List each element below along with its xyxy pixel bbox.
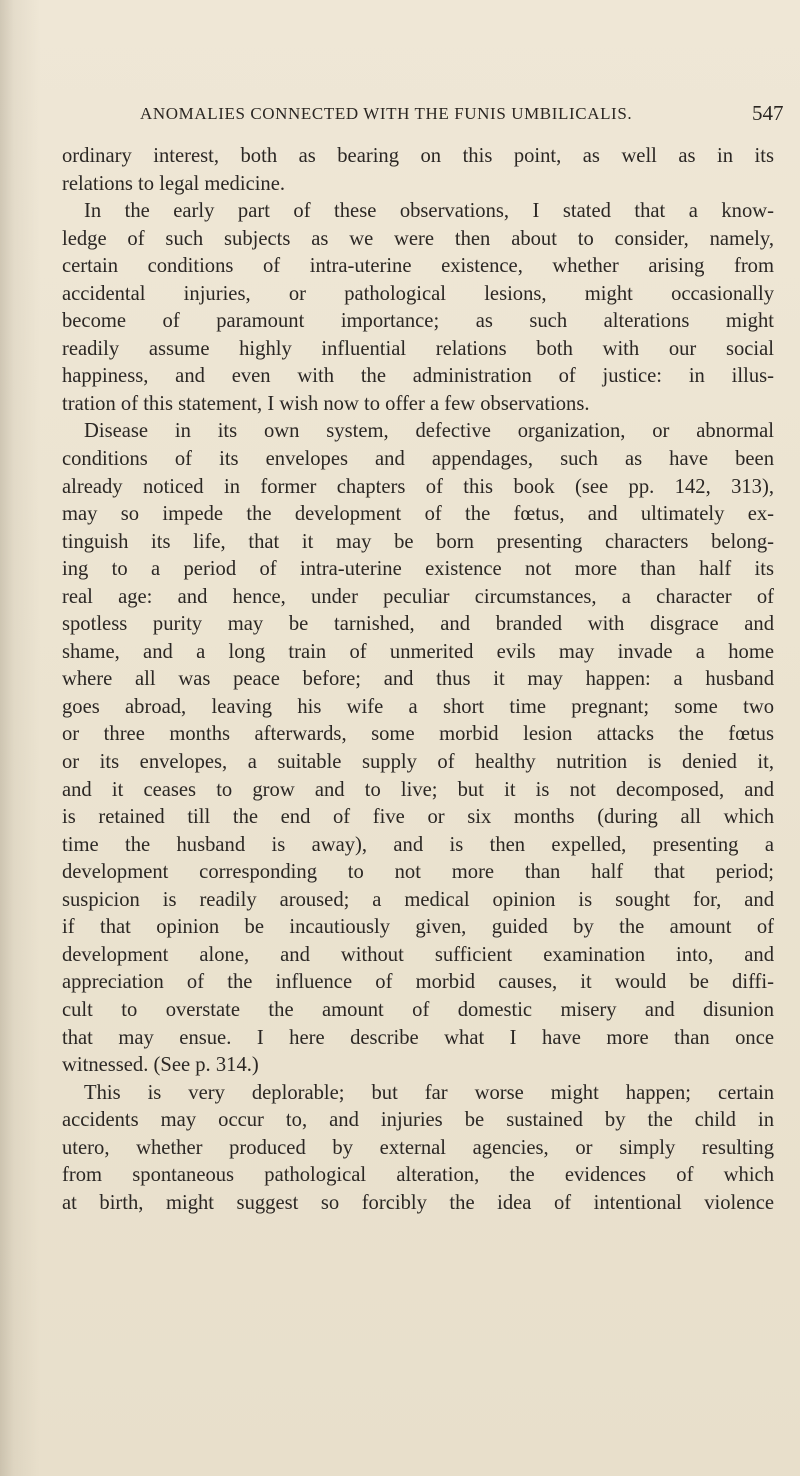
text-line: where all was peace before; and thus it may happen: a husband xyxy=(62,668,774,691)
text-line: spotless purity may be tarnished, and branded with disgrace and xyxy=(62,613,774,636)
text-line: shame, and a long train of unmerited evils may invade a home xyxy=(62,640,774,663)
page-number: 547 xyxy=(752,101,784,125)
text-line: readily assume highly influential relations both with our social xyxy=(62,337,774,360)
text-line: already noticed in former chapters of this book (see pp. 142, 313), xyxy=(62,475,774,498)
text-line: suspicion is readily aroused; a medical opinion is sought for, and xyxy=(62,888,774,911)
text-line: accidental injuries, or pathological lesions, might occasionally xyxy=(62,282,774,305)
text-line: certain conditions of intra-uterine existence, whether arising from xyxy=(62,255,774,278)
text-line: that may ensue. I here describe what I have more than once xyxy=(62,1026,774,1049)
text-line: tinguish its life, that it may be born presenting characters belong- xyxy=(62,530,774,553)
text-line: accidents may occur to, and injuries be sustained by the child in xyxy=(62,1109,774,1132)
text-line: is retained till the end of five or six months (during all which xyxy=(62,806,774,829)
text-line: In the early part of these observations, I stated that a know- xyxy=(84,200,774,223)
text-line: relations to legal medicine. xyxy=(62,172,286,195)
text-line: This is very deplorable; but far worse might happen; certain xyxy=(84,1081,774,1104)
text-line: become of paramount importance; as such alterations might xyxy=(62,310,774,333)
text-line: and it ceases to grow and to live; but it is not decomposed, and xyxy=(62,778,774,801)
text-line: if that opinion be incautiously given, guided by the amount of xyxy=(62,916,774,939)
text-line: ordinary interest, both as bearing on this point, as well as in its xyxy=(62,145,774,167)
text-line: witnessed. (See p. 314.) xyxy=(62,1054,259,1077)
running-header xyxy=(140,101,784,125)
text-line: happiness, and even with the administration of justice: in illus- xyxy=(62,365,774,388)
text-line: at birth, might suggest so forcibly the idea of intentional violence xyxy=(62,1191,774,1214)
text-line: real age: and hence, under peculiar circumstances, a character of xyxy=(62,585,774,608)
text-line: appreciation of the influence of morbid causes, it would be diffi- xyxy=(62,971,774,994)
text-line: Disease in its own system, defective organization, or abnormal xyxy=(84,420,774,443)
text-line: ing to a period of intra-uterine existence not more than half its xyxy=(62,558,774,581)
text-line: conditions of its envelopes and appendages, such as have been xyxy=(62,448,774,471)
text-line: from spontaneous pathological alteration, the evidences of which xyxy=(62,1164,774,1187)
text-line: ledge of such subjects as we were then about to consider, namely, xyxy=(62,227,774,250)
running-title: ANOMALIES CONNECTED WITH THE FUNIS UMBILICALIS. xyxy=(140,104,633,123)
body-text xyxy=(62,143,774,1217)
text-line: development corresponding to not more than half that period; xyxy=(62,861,774,884)
text-line: development alone, and without sufficient examination into, and xyxy=(62,943,774,966)
text-line: goes abroad, leaving his wife a short time pregnant; some two xyxy=(62,695,774,718)
text-line: or its envelopes, a suitable supply of healthy nutrition is denied it, xyxy=(62,751,774,774)
text-line: tration of this statement, I wish now to offer a few observations. xyxy=(62,392,590,415)
text-line: cult to overstate the amount of domestic misery and disunion xyxy=(62,998,774,1021)
text-line: may so impede the development of the fœtus, and ultimately ex- xyxy=(62,503,774,526)
text-line: or three months afterwards, some morbid lesion attacks the fœtus xyxy=(62,723,774,746)
text-line: time the husband is away), and is then expelled, presenting a xyxy=(62,833,774,856)
text-line: utero, whether produced by external agencies, or simply resulting xyxy=(62,1136,774,1159)
